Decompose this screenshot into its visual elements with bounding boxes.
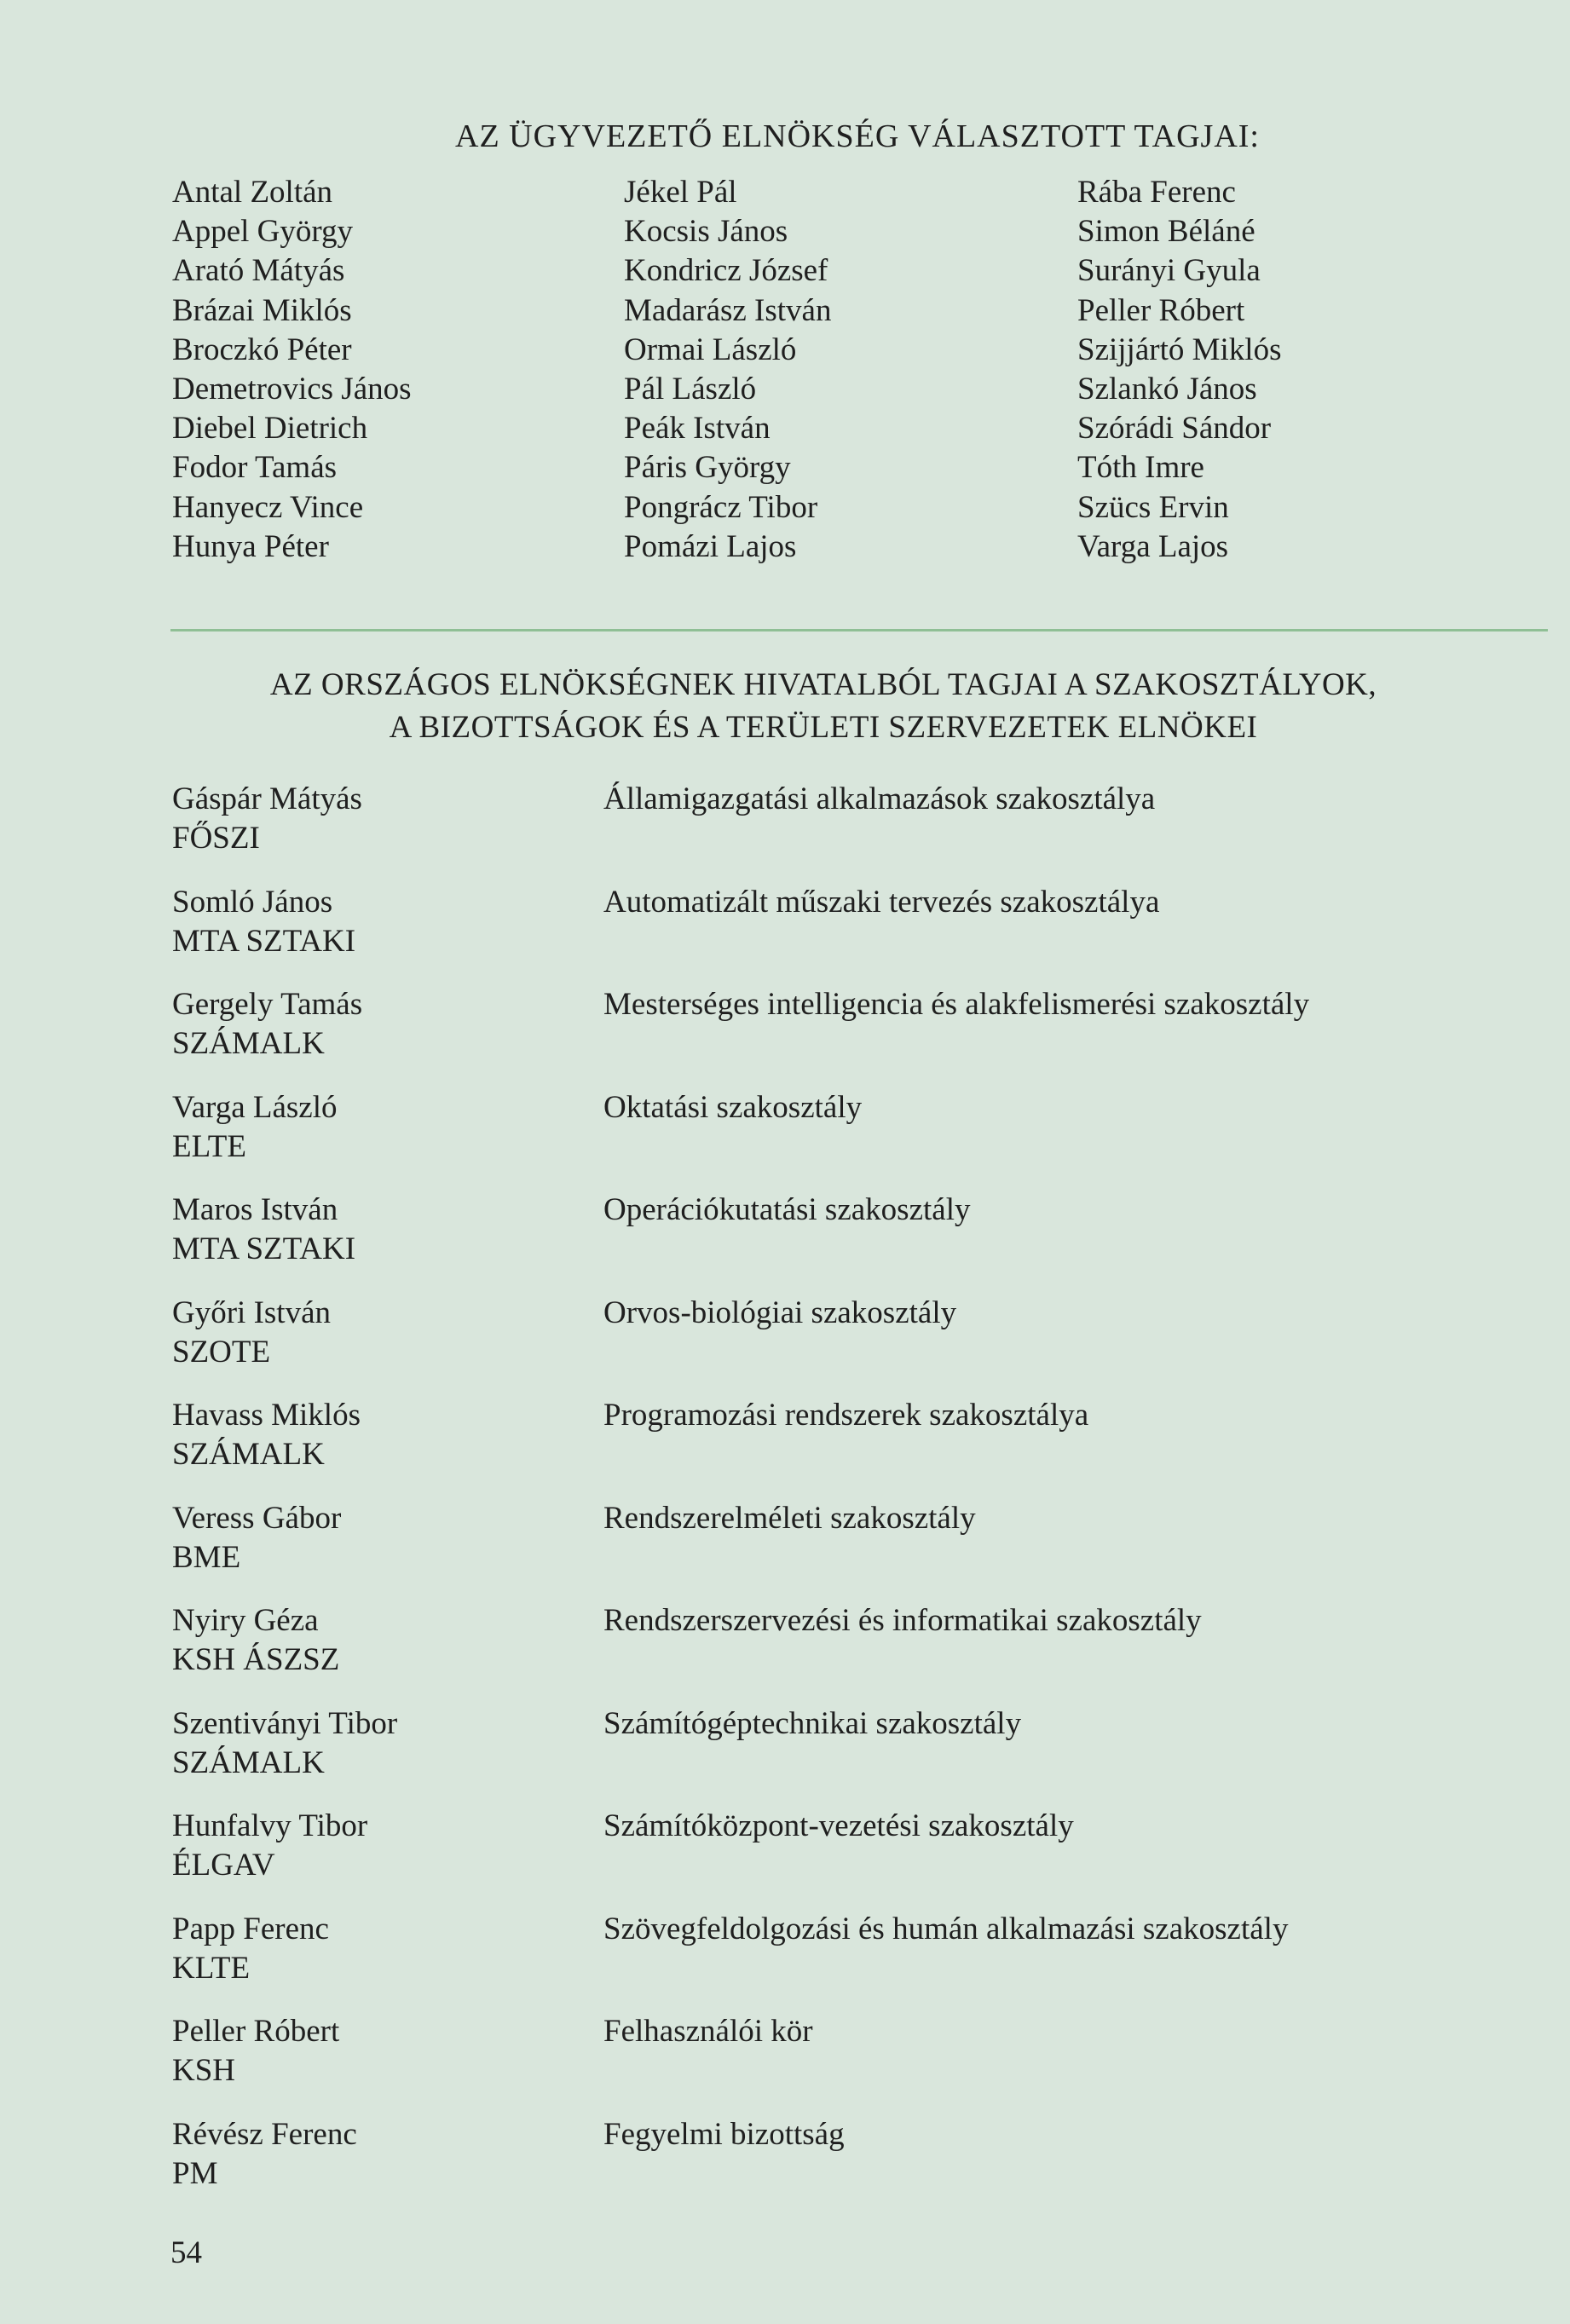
chair-name: Szentiványi Tibor [172,1705,398,1741]
chair-person [172,1294,331,1372]
chair-row [172,883,1519,986]
chair-name: Nyiry Géza [172,1603,319,1638]
chair-list [172,780,1519,2217]
member-name: Kocsis János [624,214,788,250]
member-column-2 [624,173,831,567]
chair-name: Peller Róbert [172,2014,340,2049]
member-name: Madarász István [624,292,832,328]
chair-section: Orvos-biológiai szakosztály [603,1295,957,1330]
chair-section: Számítógéptechnikai szakosztály [603,1705,1022,1741]
chair-section: Automatizált műszaki tervezés szakosztálya [603,884,1160,920]
chair-row [172,1088,1519,1191]
member-column-1 [172,173,412,567]
chair-section: Számítóközpont-vezetési szakosztály [603,1808,1074,1843]
chair-organization: KSH ÁSZSZ [172,1642,340,1677]
chair-section: Felhasználói kör [603,2014,813,2049]
member-name: Hanyecz Vince [172,489,364,525]
chair-section: Mesterséges intelligencia és alakfelismerési szakosztály [603,987,1310,1022]
chair-section: Operációkutatási szakosztály [603,1192,971,1227]
chair-organization: SZÁMALK [172,1744,325,1780]
member-name: Szlankó János [1077,372,1257,407]
national-board-title-line-1: AZ ORSZÁGOS ELNÖKSÉGNEK HIVATALBÓL TAGJAI A SZAKOSZTÁLYOK, [269,667,1377,702]
chair-row [172,1499,1519,1602]
chair-row [172,1704,1519,1808]
chair-organization: MTA SZTAKI [172,1231,356,1266]
member-name: Szijjártó Miklós [1077,332,1282,367]
chair-organization: BME [172,1539,241,1575]
chair-person [172,1601,339,1680]
chair-section: Államigazgatási alkalmazások szakosztálya [603,781,1156,816]
member-name: Broczkó Péter [172,332,352,367]
member-name: Surányi Gyula [1077,253,1261,289]
chair-organization: SZÁMALK [172,1437,325,1472]
chair-row [172,1807,1519,1910]
member-name: Jékel Pál [624,175,737,210]
chair-organization: FŐSZI [172,821,260,856]
chair-section: Programozási rendszerek szakosztálya [603,1398,1089,1433]
chair-person [172,985,362,1064]
member-name: Kondricz József [624,253,828,289]
chair-name: Révész Ferenc [172,2116,357,2152]
chair-name: Papp Ferenc [172,1911,329,1946]
chair-name: Veress Gábor [172,1500,342,1536]
member-name: Peák István [624,411,771,447]
member-name: Szücs Ervin [1077,489,1229,525]
chair-name: Győri István [172,1295,331,1330]
chair-row [172,1191,1519,1294]
member-name: Ormai László [624,332,797,367]
chair-name: Hunfalvy Tibor [172,1808,368,1843]
chair-organization: ÉLGAV [172,1848,275,1883]
member-name: Hunya Péter [172,528,329,564]
chair-person [172,1088,338,1167]
chair-row [172,1396,1519,1499]
national-board-title [0,664,1570,749]
chair-name: Varga László [172,1089,338,1125]
chair-row [172,1294,1519,1397]
member-name: Peller Róbert [1077,292,1245,328]
member-name: Szórádi Sándor [1077,411,1272,447]
chair-organization: SZÁMALK [172,1026,325,1061]
member-name: Antal Zoltán [172,175,333,210]
chair-organization: ELTE [172,1128,247,1164]
chair-person [172,1191,355,1269]
member-name: Pomázi Lajos [624,528,797,564]
chair-row [172,1601,1519,1704]
member-name: Demetrovics János [172,372,412,407]
chair-person [172,1807,367,1885]
chair-person [172,2115,357,2194]
chair-organization: KLTE [172,1950,251,1986]
chair-organization: KSH [172,2053,236,2088]
chair-organization: PM [172,2155,218,2191]
chair-section: Szövegfeldolgozási és humán alkalmazási szakosztály [603,1911,1289,1946]
chair-name: Gergely Tamás [172,987,363,1022]
chair-person [172,1499,341,1577]
chair-organization: SZOTE [172,1334,271,1370]
chair-row [172,1910,1519,2013]
member-name: Arató Mátyás [172,253,345,289]
chair-row [172,2012,1519,2115]
member-name: Diebel Dietrich [172,411,368,447]
chair-section: Rendszerelméleti szakosztály [603,1500,976,1536]
chair-person [172,780,362,858]
member-name: Simon Béláné [1077,214,1255,250]
section-divider [170,629,1548,631]
page-number: 54 [170,2235,202,2270]
chair-person [172,1704,397,1783]
member-name: Varga Lajos [1077,528,1229,564]
chair-person [172,883,355,961]
chair-section: Oktatási szakosztály [603,1089,863,1125]
chair-section: Rendszerszervezési és informatikai szakosztály [603,1603,1202,1638]
chair-name: Gáspár Mátyás [172,781,362,816]
chair-row [172,985,1519,1088]
member-name: Páris György [624,450,791,486]
executive-board-title: AZ ÜGYVEZETŐ ELNÖKSÉG VÁLASZTOTT TAGJAI: [455,118,1260,154]
chair-organization: MTA SZTAKI [172,923,356,959]
chair-row [172,780,1519,883]
member-column-3 [1077,173,1281,567]
member-name: Fodor Tamás [172,450,338,486]
member-name: Tóth Imre [1077,450,1204,486]
member-name: Appel György [172,214,354,250]
chair-person [172,1396,361,1474]
member-name: Rába Ferenc [1077,175,1236,210]
member-name: Pál László [624,372,757,407]
chair-section: Fegyelmi bizottság [603,2116,845,2152]
chair-name: Maros István [172,1192,338,1227]
member-name: Pongrácz Tibor [624,489,818,525]
national-board-title-line-2: A BIZOTTSÁGOK ÉS A TERÜLETI SZERVEZETEK ELNÖKEI [389,710,1258,745]
chair-person [172,2012,339,2090]
chair-person [172,1910,329,1988]
chair-name: Somló János [172,884,333,920]
chair-name: Havass Miklós [172,1398,361,1433]
member-name: Brázai Miklós [172,292,352,328]
chair-row [172,2115,1519,2218]
